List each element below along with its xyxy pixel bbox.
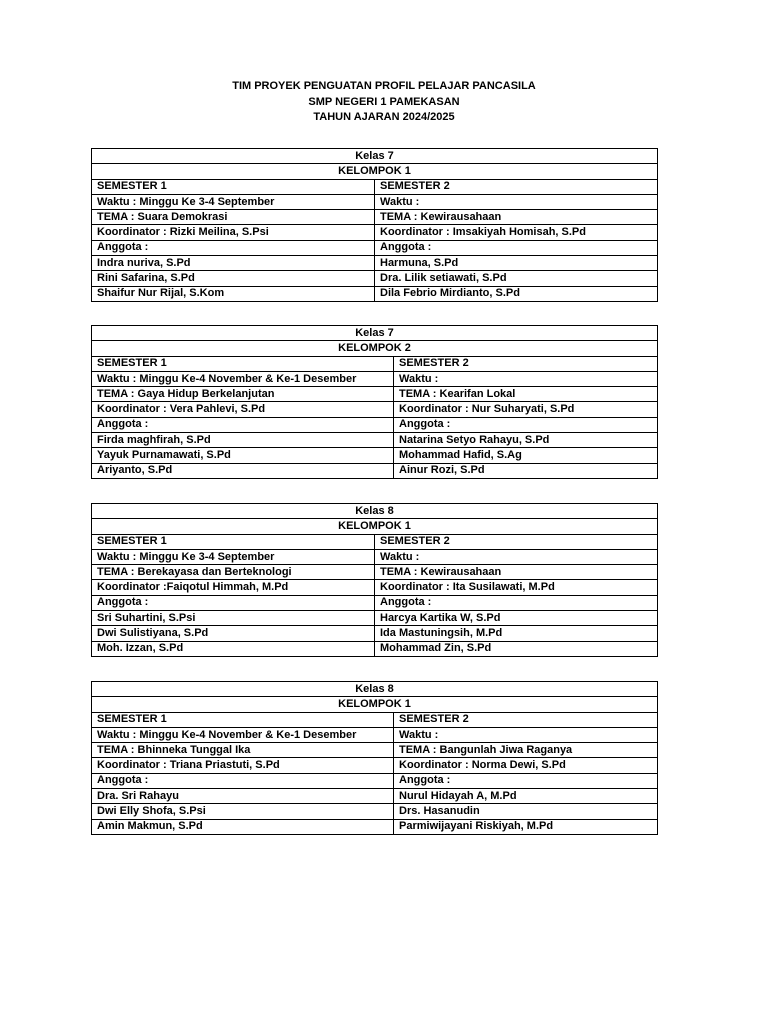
school-name: SMP NEGERI 1 PAMEKASAN — [308, 95, 460, 108]
table-row — [92, 402, 658, 417]
academic-year: TAHUN AJARAN 2024/2025 — [313, 111, 455, 123]
semester1-cell: Anggota : — [92, 773, 394, 788]
semester2-cell: Anggota : — [375, 240, 658, 255]
semester1-cell: Indra nuriva, S.Pd — [92, 256, 375, 271]
group-table-kelas7-kelompok2 — [91, 325, 658, 479]
semester2-cell: Ida Mastuningsih, M.Pd — [375, 626, 658, 641]
semester2-cell: Anggota : — [394, 417, 658, 432]
table-row — [92, 194, 658, 209]
table-row — [92, 611, 658, 626]
semester1-cell: Sri Suhartini, S.Psi — [92, 611, 375, 626]
semester2-cell: Mohammad Hafid, S.Ag — [394, 448, 658, 463]
group-table-kelas7-kelompok1 — [91, 148, 658, 302]
semester2-cell: Waktu : — [375, 549, 658, 564]
semester1-cell: Dra. Sri Rahayu — [92, 789, 394, 804]
semester1-cell: TEMA : Gaya Hidup Berkelanjutan — [92, 387, 394, 402]
semester2-cell: Harmuna, S.Pd — [375, 256, 658, 271]
semester1-cell: Waktu : Minggu Ke 3-4 September — [92, 549, 375, 564]
semester2-cell: Nurul Hidayah A, M.Pd — [394, 789, 658, 804]
kelompok-label: KELOMPOK 2 — [92, 341, 658, 356]
table-row — [92, 417, 658, 432]
table-row — [92, 626, 658, 641]
semester2-cell: Koordinator : Norma Dewi, S.Pd — [394, 758, 658, 773]
semester1-cell: TEMA : Berekayasa dan Berteknologi — [92, 565, 375, 580]
group-table-kelas8-kelompok1-b — [91, 681, 658, 835]
semester1-cell: Dwi Elly Shofa, S.Psi — [92, 804, 394, 819]
semester1-cell: Anggota : — [92, 240, 375, 255]
table-row — [92, 712, 658, 727]
semester1-cell: Yayuk Purnamawati, S.Pd — [92, 448, 394, 463]
semester2-cell: Anggota : — [394, 773, 658, 788]
table-row — [92, 463, 658, 478]
semester1-cell: Shaifur Nur Rijal, S.Kom — [92, 286, 375, 301]
semester1-cell: Anggota : — [92, 417, 394, 432]
semester1-cell: SEMESTER 1 — [92, 179, 375, 194]
kelompok-label: KELOMPOK 1 — [92, 697, 658, 712]
semester2-cell: SEMESTER 2 — [394, 356, 658, 371]
semester2-cell: Koordinator : Imsakiyah Homisah, S.Pd — [375, 225, 658, 240]
table-row — [92, 565, 658, 580]
semester1-cell: Koordinator :Faiqotul Himmah, M.Pd — [92, 580, 375, 595]
semester2-cell: Dila Febrio Mirdianto, S.Pd — [375, 286, 658, 301]
semester2-cell: Drs. Hasanudin — [394, 804, 658, 819]
document-title: TIM PROYEK PENGUATAN PROFIL PELAJAR PANCASILA — [232, 80, 536, 92]
semester2-cell: TEMA : Bangunlah Jiwa Raganya — [394, 743, 658, 758]
semester2-cell: Waktu : — [394, 371, 658, 386]
semester1-cell: Waktu : Minggu Ke-4 November & Ke-1 Desember — [92, 727, 394, 742]
kelas-label: Kelas 8 — [92, 504, 658, 519]
semester2-cell: TEMA : Kewirausahaan — [375, 210, 658, 225]
table-row — [92, 534, 658, 549]
semester2-cell: SEMESTER 2 — [394, 712, 658, 727]
table-row — [92, 371, 658, 386]
table-row — [92, 387, 658, 402]
table-row — [92, 286, 658, 301]
semester2-cell: TEMA : Kearifan Lokal — [394, 387, 658, 402]
table-row — [92, 804, 658, 819]
semester1-cell: Ariyanto, S.Pd — [92, 463, 394, 478]
semester2-cell: SEMESTER 2 — [375, 179, 658, 194]
semester1-cell: TEMA : Suara Demokrasi — [92, 210, 375, 225]
semester1-cell: SEMESTER 1 — [92, 534, 375, 549]
semester2-cell: Mohammad Zin, S.Pd — [375, 641, 658, 656]
semester2-cell: Parmiwijayani Riskiyah, M.Pd — [394, 819, 658, 834]
table-row — [92, 773, 658, 788]
table-row — [92, 179, 658, 194]
table-row — [92, 595, 658, 610]
table-row — [92, 819, 658, 834]
table-row — [92, 210, 658, 225]
semester1-cell: SEMESTER 1 — [92, 712, 394, 727]
table-row — [92, 240, 658, 255]
semester1-cell: Waktu : Minggu Ke-4 November & Ke-1 Desember — [92, 371, 394, 386]
semester2-cell: Harcya Kartika W, S.Pd — [375, 611, 658, 626]
semester2-cell: Waktu : — [375, 194, 658, 209]
table-row — [92, 580, 658, 595]
table-row — [92, 727, 658, 742]
semester2-cell: Ainur Rozi, S.Pd — [394, 463, 658, 478]
table-row — [92, 256, 658, 271]
kelas-label: Kelas 7 — [92, 326, 658, 341]
semester1-cell: Anggota : — [92, 595, 375, 610]
kelompok-label: KELOMPOK 1 — [92, 519, 658, 534]
document-header — [0, 79, 768, 126]
semester1-cell: SEMESTER 1 — [92, 356, 394, 371]
table-row — [92, 356, 658, 371]
semester1-cell: Waktu : Minggu Ke 3-4 September — [92, 194, 375, 209]
group-table-kelas8-kelompok1 — [91, 503, 658, 657]
semester2-cell: Anggota : — [375, 595, 658, 610]
semester2-cell: Natarina Setyo Rahayu, S.Pd — [394, 433, 658, 448]
table-row — [92, 789, 658, 804]
kelas-label: Kelas 8 — [92, 682, 658, 697]
semester2-cell: Waktu : — [394, 727, 658, 742]
semester1-cell: Dwi Sulistiyana, S.Pd — [92, 626, 375, 641]
table-row — [92, 758, 658, 773]
semester2-cell: Koordinator : Ita Susilawati, M.Pd — [375, 580, 658, 595]
semester2-cell: SEMESTER 2 — [375, 534, 658, 549]
semester1-cell: Moh. Izzan, S.Pd — [92, 641, 375, 656]
table-row — [92, 448, 658, 463]
table-row — [92, 433, 658, 448]
semester2-cell: Dra. Lilik setiawati, S.Pd — [375, 271, 658, 286]
table-row — [92, 743, 658, 758]
semester1-cell: Koordinator : Vera Pahlevi, S.Pd — [92, 402, 394, 417]
kelompok-label: KELOMPOK 1 — [92, 164, 658, 179]
kelas-label: Kelas 7 — [92, 149, 658, 164]
table-row — [92, 271, 658, 286]
semester1-cell: Koordinator : Rizki Meilina, S.Psi — [92, 225, 375, 240]
semester1-cell: Firda maghfirah, S.Pd — [92, 433, 394, 448]
table-row — [92, 641, 658, 656]
semester1-cell: Koordinator : Triana Priastuti, S.Pd — [92, 758, 394, 773]
table-row — [92, 225, 658, 240]
semester2-cell: Koordinator : Nur Suharyati, S.Pd — [394, 402, 658, 417]
table-row — [92, 549, 658, 564]
semester1-cell: Amin Makmun, S.Pd — [92, 819, 394, 834]
semester2-cell: TEMA : Kewirausahaan — [375, 565, 658, 580]
semester1-cell: TEMA : Bhinneka Tunggal Ika — [92, 743, 394, 758]
semester1-cell: Rini Safarina, S.Pd — [92, 271, 375, 286]
